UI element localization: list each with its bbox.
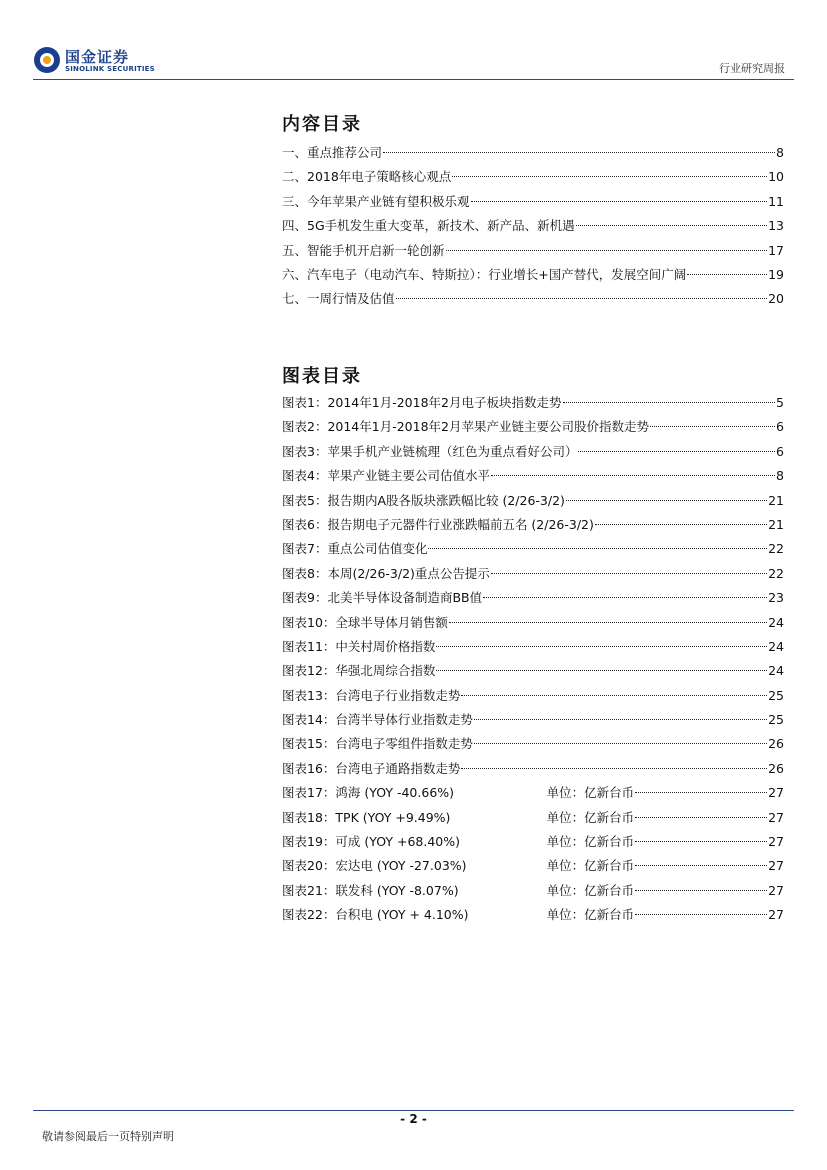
toc-entry-text: 七、一周行情及估值 (282, 291, 395, 307)
toc-page-number: 27 (768, 785, 784, 801)
dot-leader (446, 250, 768, 251)
dot-leader (635, 914, 767, 915)
footer-divider (33, 1110, 794, 1111)
dot-leader (396, 298, 768, 299)
toc-page-number: 10 (768, 169, 784, 185)
dot-leader (576, 225, 767, 226)
figure-entry[interactable] (282, 781, 784, 805)
toc-entry-unit: 单位：亿新台币 (546, 907, 635, 923)
dot-leader (428, 548, 767, 549)
dot-leader (471, 201, 768, 202)
toc-entry-unit: 单位：亿新台币 (546, 785, 635, 801)
toc-page-number: 21 (768, 492, 784, 508)
toc-entry-unit: 单位：亿新台币 (546, 809, 635, 825)
page-number: - 2 - (400, 1112, 427, 1126)
toc-page-number: 25 (768, 687, 784, 703)
logo-mark-icon (33, 46, 61, 74)
toc-page-number: 11 (768, 193, 784, 209)
figure-entry[interactable] (282, 611, 784, 635)
toc-entry-text: 图表3：苹果手机产业链梳理（红色为重点看好公司） (282, 443, 578, 459)
toc-page-number: 22 (768, 565, 784, 581)
toc-entry-text: 图表4：苹果产业链主要公司估值水平 (282, 468, 490, 484)
toc-entry-unit: 单位：亿新台币 (546, 834, 635, 850)
toc-page-number: 8 (776, 468, 784, 484)
toc-entry-text: 图表11：中关村周价格指数 (282, 638, 436, 654)
toc-entry-text: 图表12：华强北周综合指数 (282, 663, 436, 679)
toc-page-number: 27 (768, 907, 784, 923)
logo-english-name: SINOLINK SECURITIES (65, 65, 155, 73)
dot-leader (595, 524, 767, 525)
figure-entry[interactable] (282, 391, 784, 415)
figures-list (282, 391, 784, 928)
figure-entry[interactable] (282, 440, 784, 464)
toc-entry-unit: 单位：亿新台币 (546, 858, 635, 874)
dot-leader (566, 500, 767, 501)
figures-title: 图表目录 (282, 366, 362, 387)
company-logo (33, 44, 153, 80)
toc-entry-text: 图表21：联发科 (YOY -8.07%) (282, 882, 459, 898)
contents-title: 内容目录 (282, 114, 362, 135)
toc-page-number: 25 (768, 712, 784, 728)
dot-leader (578, 451, 775, 452)
dot-leader (635, 792, 767, 793)
toc-entry-text: 图表17：鸿海 (YOY -40.66%) (282, 785, 455, 801)
toc-entry-text: 图表15：台湾电子零组件指数走势 (282, 736, 473, 752)
toc-page-number: 21 (768, 516, 784, 532)
figure-entry[interactable] (282, 537, 784, 561)
toc-page-number: 6 (776, 419, 784, 435)
toc-page-number: 24 (768, 614, 784, 630)
toc-entry-text: 图表7：重点公司估值变化 (282, 541, 428, 557)
toc-page-number: 27 (768, 858, 784, 874)
figure-entry[interactable] (282, 903, 784, 927)
dot-leader (452, 176, 767, 177)
toc-page-number: 13 (768, 218, 784, 234)
dot-leader (491, 573, 767, 574)
figure-entry[interactable] (282, 513, 784, 537)
dot-leader (635, 817, 767, 818)
toc-page-number: 27 (768, 809, 784, 825)
dot-leader (461, 695, 767, 696)
toc-entry-text: 图表14：台湾半导体行业指数走势 (282, 712, 473, 728)
contents-entry[interactable] (282, 263, 784, 287)
toc-page-number: 26 (768, 736, 784, 752)
toc-entry-text: 图表13：台湾电子行业指数走势 (282, 687, 461, 703)
dot-leader (474, 743, 767, 744)
toc-page-number: 5 (776, 395, 784, 410)
report-type: 行业研究周报 (719, 62, 785, 75)
toc-entry-text: 图表19：可成 (YOY +68.40%) (282, 834, 460, 850)
figure-entry[interactable] (282, 635, 784, 659)
figure-entry[interactable] (282, 659, 784, 683)
figure-entry[interactable] (282, 684, 784, 708)
toc-entry-text: 图表20：宏达电 (YOY -27.03%) (282, 858, 467, 874)
toc-entry-text: 图表5：报告期内A股各版块涨跌幅比较 (2/26-3/2) (282, 492, 565, 508)
toc-entry-text: 图表8：本周(2/26-3/2)重点公告提示 (282, 565, 490, 581)
dot-leader (436, 646, 767, 647)
toc-page-number: 22 (768, 541, 784, 557)
figure-entry[interactable] (282, 464, 784, 488)
toc-page-number: 27 (768, 834, 784, 850)
toc-page-number: 17 (768, 242, 784, 258)
dot-leader (461, 768, 767, 769)
dot-leader (635, 841, 767, 842)
toc-page-number: 24 (768, 638, 784, 654)
figure-entry[interactable] (282, 757, 784, 781)
toc-entry-text: 图表22：台积电 (YOY + 4.10%) (282, 907, 469, 923)
contents-entry[interactable] (282, 165, 784, 189)
toc-entry-text: 图表2：2014年1月-2018年2月苹果产业链主要公司股价指数走势 (282, 419, 649, 435)
toc-entry-text: 图表9：北美半导体设备制造商BB值 (282, 590, 483, 606)
figure-entry[interactable] (282, 854, 784, 878)
figure-entry[interactable] (282, 415, 784, 439)
contents-entry[interactable] (282, 287, 784, 311)
toc-entry-text: 图表16：台湾电子通路指数走势 (282, 760, 461, 776)
dot-leader (436, 670, 767, 671)
page-header (0, 0, 827, 82)
figure-entry[interactable] (282, 489, 784, 513)
contents-entry[interactable] (282, 239, 784, 263)
dot-leader (449, 622, 767, 623)
figure-entry[interactable] (282, 708, 784, 732)
toc-page-number: 8 (776, 145, 784, 160)
header-divider (33, 79, 794, 80)
toc-entry-text: 二、2018年电子策略核心观点 (282, 169, 452, 185)
toc-entry-text: 四、5G手机发生重大变革，新技术、新产品、新机遇 (282, 218, 575, 234)
dot-leader (650, 426, 775, 427)
toc-page-number: 23 (768, 590, 784, 606)
figure-entry[interactable] (282, 586, 784, 610)
toc-entry-text: 六、汽车电子（电动汽车、特斯拉）：行业增长+国产替代，发展空间广阔 (282, 266, 687, 282)
toc-page-number: 26 (768, 760, 784, 776)
dot-leader (474, 719, 767, 720)
toc-entry-text: 图表10：全球半导体月销售额 (282, 614, 448, 630)
contents-list (282, 141, 784, 312)
dot-leader (491, 475, 775, 476)
figure-entry[interactable] (282, 562, 784, 586)
dot-leader (687, 274, 767, 275)
toc-page-number: 19 (768, 266, 784, 282)
toc-entry-text: 三、今年苹果产业链有望积极乐观 (282, 193, 470, 209)
footer-disclaimer: 敬请参阅最后一页特别声明 (42, 1130, 174, 1143)
figure-entry[interactable] (282, 732, 784, 756)
toc-page-number: 24 (768, 663, 784, 679)
dot-leader (563, 402, 776, 403)
contents-entry[interactable] (282, 141, 784, 165)
toc-entry-text: 一、重点推荐公司 (282, 145, 383, 160)
contents-entry[interactable] (282, 214, 784, 238)
toc-entry-text: 图表6：报告期电子元器件行业涨跌幅前五名 (2/26-3/2) (282, 516, 594, 532)
dot-leader (635, 890, 767, 891)
toc-entry-text: 图表1：2014年1月-2018年2月电子板块指数走势 (282, 395, 562, 410)
toc-entry-text: 图表18：TPK (YOY +9.49%) (282, 809, 451, 825)
dot-leader (635, 865, 767, 866)
logo-chinese-name: 国金证券 (65, 48, 130, 66)
toc-entry-text: 五、智能手机开启新一轮创新 (282, 242, 445, 258)
figure-entry[interactable] (282, 830, 784, 854)
figure-entry[interactable] (282, 806, 784, 830)
toc-page-number: 20 (768, 291, 784, 307)
toc-page-number: 6 (776, 443, 784, 459)
contents-entry[interactable] (282, 190, 784, 214)
figure-entry[interactable] (282, 879, 784, 903)
toc-page-number: 27 (768, 882, 784, 898)
dot-leader (483, 597, 767, 598)
dot-leader (383, 152, 775, 153)
toc-entry-unit: 单位：亿新台币 (546, 882, 635, 898)
